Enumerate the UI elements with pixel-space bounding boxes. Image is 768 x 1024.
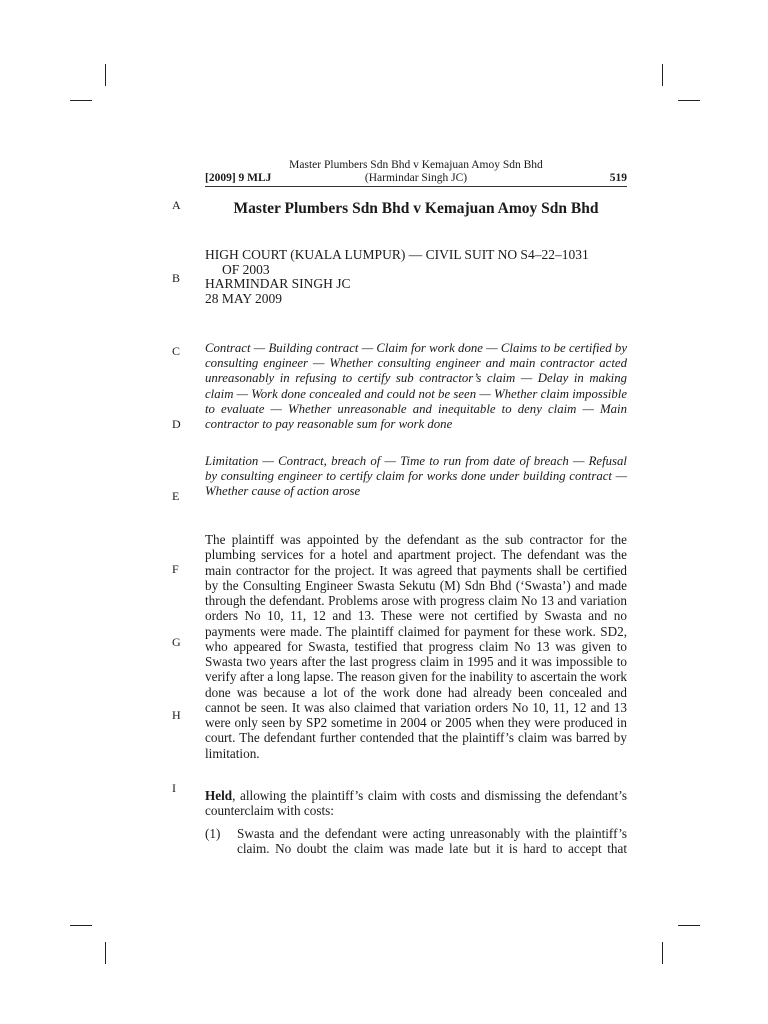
decision-date: 28 MAY 2009 [205,290,283,306]
crop-mark [70,100,92,101]
margin-letter: I [172,781,176,795]
running-header-judge: (Harmindar Singh JC) [364,172,468,184]
margin-letter: G [172,635,181,649]
crop-mark [678,100,700,101]
held-text: , allowing the plaintiff’s claim with costs and dismissing the defendant’s counterclaim with costs: [205,788,627,818]
crop-mark [70,925,92,926]
margin-letter: C [172,344,181,358]
held-paragraph [205,788,627,818]
judge-name: HARMINDAR SINGH JC [205,276,351,291]
catchwords-limitation: Limitation — Contract, breach of — Time to run from date of breach — Refusal by consulting engineer to certify claim for works done under building contract — Whether cause of action arose [205,454,627,499]
case-summary: The plaintiff was appointed by the defendant as the sub contractor for the plumbing services for a hotel and apartment project. The defendant was the main contractor for the project. It was agreed that payments shall be certified by the Consulting Engineer Swasta Sekutu (M) Sdn Bhd (‘Swasta’) and made through the defendant. Problems arose with progress claim No 13 and variation orders No 10, 11, 12 and 13. These were not certified by Swasta and no payments were made. The plaintiff claimed for payment for these work. SD2, who appeared for Swasta, testified that progress claim No 13 was given to Swasta two years after the last progress claim in 1995 and it was impossible to verify after a long lapse. The reason given for the inability to ascertain the work done was because a lot of the work done had already been concealed and cannot be seen. It was also claimed that variation orders No 10, 11, 12 and 13 were only seen by SP2 sometime in 2004 or 2005 when they were produced in court. The defendant further contended that the plaintiff’s claim was barred by limitation. [205,532,627,761]
crop-mark [662,64,663,86]
crop-mark [105,942,106,964]
header-rule [205,186,627,187]
crop-mark [678,925,700,926]
held-item-number: (1) [205,826,221,841]
held-label: Held [205,788,233,803]
case-title: Master Plumbers Sdn Bhd v Kemajuan Amoy Sdn Bhd [233,200,599,217]
held-item-text: Swasta and the defendant were acting unreasonably with the plaintiff’s claim. No doubt the claim was made late but it is hard to accept that [237,826,627,856]
margin-letter: F [172,562,179,576]
crop-mark [662,942,663,964]
running-header-citation: [2009] 9 MLJ [205,172,272,184]
margin-letter: H [172,708,181,722]
running-header-case-name: Master Plumbers Sdn Bhd v Kemajuan Amoy Sdn Bhd [289,159,543,171]
margin-letter: E [172,489,180,503]
margin-letter: A [172,198,181,212]
margin-letter: B [172,271,181,285]
page-number: 519 [609,172,627,184]
margin-letter: D [172,417,181,431]
crop-mark [105,64,106,86]
court-info [205,248,627,306]
catchwords-contract: Contract — Building contract — Claim for work done — Claims to be certified by consulting engineer — Whether consulting engineer and main contractor acted unreasonably in refusing to certify sub contractor’s claim — Delay in making claim — Work done concealed and could not be seen — Whether claim impossible to evaluate — Whether unreasonable and inequitable to deny claim — Main contractor to pay reasonable sum for work done [205,341,627,432]
court-line-continued: OF 2003 [222,261,270,277]
court-line: HIGH COURT (KUALA LUMPUR) — CIVIL SUIT NO S4–22–1031 [205,247,589,262]
held-item [205,826,627,856]
